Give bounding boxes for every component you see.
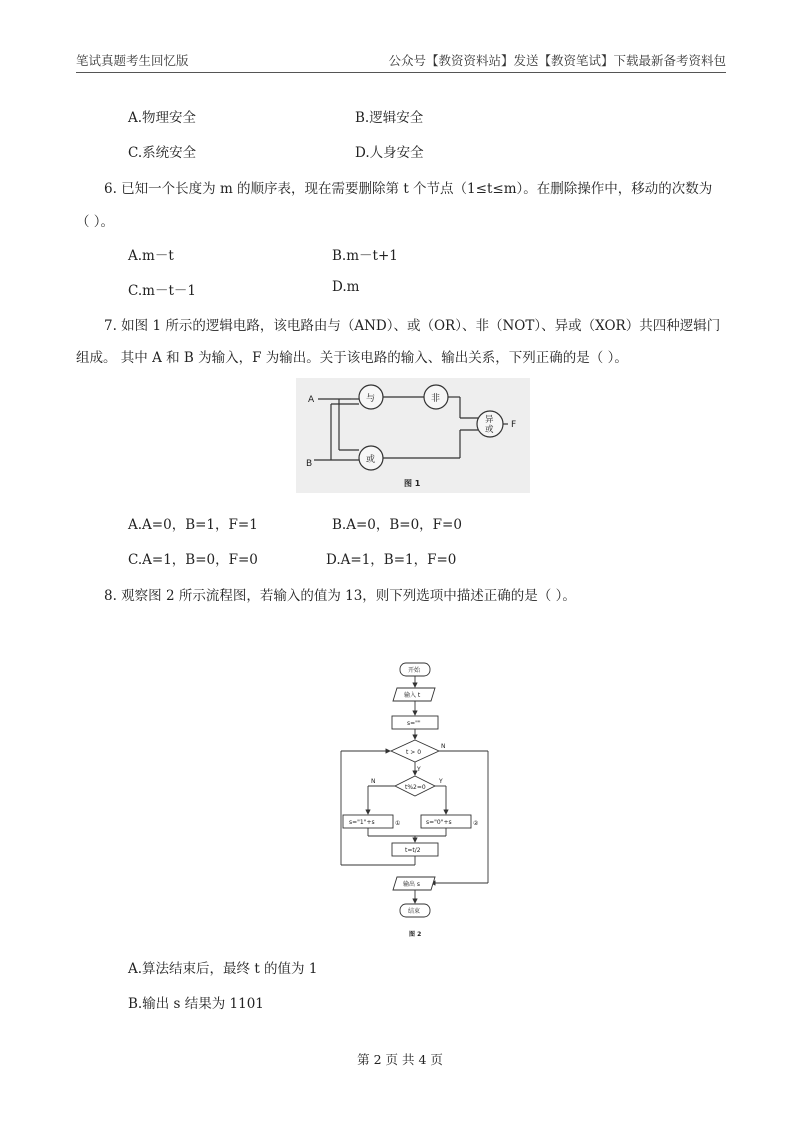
fc-cond2-no: N [371,778,376,785]
fc-cond1-no: N [441,743,446,750]
q8-stem: 8. 观察图 2 所示流程图，若输入的值为 13，则下列选项中描述正确的是（ ）。 [104,588,576,604]
fig1-caption: 图 1 [404,479,421,488]
fc-right-assign: s="0"+s [426,819,452,826]
header-left: 笔试真题考生回忆版 [76,53,189,68]
header-rule [76,72,726,73]
q7-option-c: C.A=1，B=0，F=0 [128,552,258,568]
fc-output: 输出 s [403,881,421,888]
q8-option-b: B.输出 s 结果为 1101 [128,996,264,1012]
q6-stem-line1: 6. 已知一个长度为 m 的顺序表，现在需要删除第 t 个节点（1≤t≤m）。在删除操作中，移动的次数为 [104,181,713,197]
q7-option-d: D.A=1，B=1，F=0 [326,552,457,568]
q5-option-c: C.系统安全 [128,145,197,161]
page-footer: 第 2 页 共 4 页 [357,1052,443,1067]
q5-option-b: B.逻辑安全 [355,110,424,126]
q8-option-a: A.算法结束后，最终 t 的值为 1 [128,961,318,977]
q6-option-b: B.m－t+1 [332,248,398,264]
q6-stem-line2: （ ）。 [76,214,115,230]
fig2-caption: 图 2 [409,931,422,938]
fig1-output-f: F [511,420,517,430]
q7-option-b: B.A=0，B=0，F=0 [332,517,462,533]
fig1-gate-xor-top: 异 [485,415,494,425]
fc-left-assign: s="1"+s [349,819,375,826]
fc-end: 结束 [408,908,421,915]
fig1-gate-not: 非 [431,394,441,404]
q7-stem-line1: 7. 如图 1 所示的逻辑电路，该电路由与（AND）、或（OR）、非（NOT）、异或（XOR）共四种逻辑门 [104,318,721,334]
fc-mark-1: ① [395,820,401,827]
fig1-input-a: A [308,395,315,405]
q6-option-c: C.m－t－1 [128,283,196,299]
fig1-gate-and: 与 [366,394,376,404]
fc-cond2: t%2=0 [405,784,426,791]
fig1-gate-xor-bottom: 或 [485,425,494,435]
fc-mark-2: ② [473,820,479,827]
fc-cond1: t > 0 [406,749,422,756]
fc-update: t=t/2 [405,847,421,854]
header-right: 公众号【教资资料站】发送【教资笔试】下载最新备考资料包 [388,53,726,68]
q6-option-a: A.m－t [128,248,174,264]
figure-2-flowchart [335,655,495,940]
q5-option-a: A.物理安全 [128,110,197,126]
q6-option-d: D.m [332,279,360,295]
q7-option-a: A.A=0，B=1，F=1 [128,517,258,533]
fc-start: 开始 [408,667,421,674]
fig1-gate-or: 或 [366,455,376,465]
fc-input: 输入 t [404,692,421,699]
fc-cond1-yes: Y [417,766,421,773]
q5-option-d: D.人身安全 [355,145,424,161]
q7-stem-line2: 组成。 其中 A 和 B 为输入，F 为输出。关于该电路的输入、输出关系，下列正确的是（ ）。 [76,350,628,366]
fc-cond2-yes: Y [439,778,443,785]
fig1-input-b: B [306,459,313,469]
figure-1-logic-circuit [296,378,530,493]
fc-init: s="" [407,720,421,727]
